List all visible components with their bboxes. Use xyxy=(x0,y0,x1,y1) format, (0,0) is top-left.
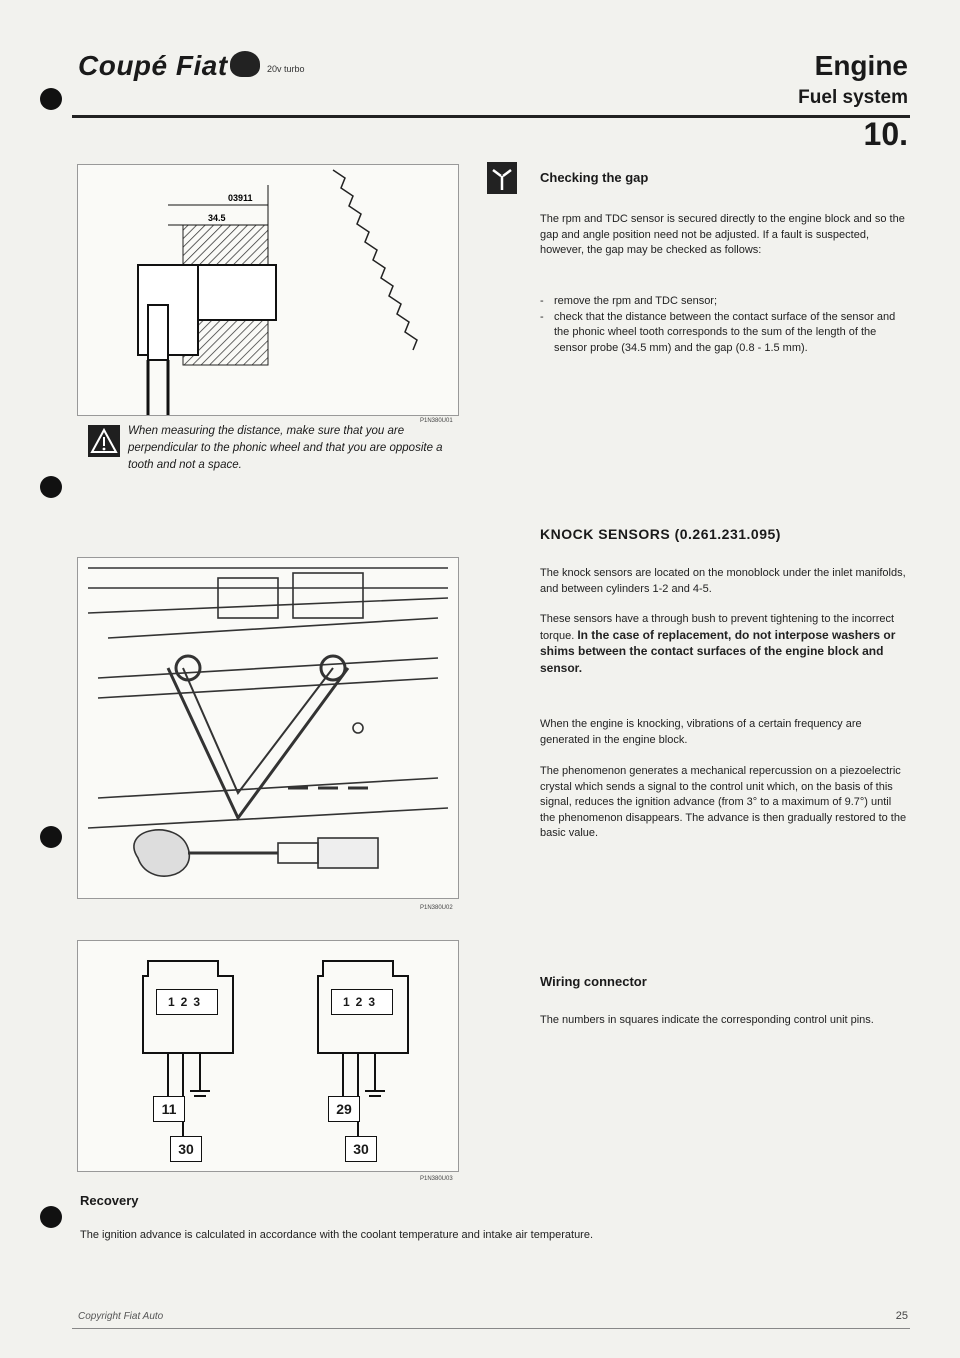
section-title: Engine xyxy=(814,50,908,81)
figure-wiring-connectors xyxy=(77,940,459,1172)
list-item: - check that the distance between the contact surface of the sensor and the phonic wheel tooth corresponds to the sum of the length of the sensor probe (34.5 mm) and the gap (0.8 - 1.5 mm). xyxy=(540,310,908,357)
copyright: Copyright Fiat Auto xyxy=(78,1311,164,1322)
warning-text: In the case of replacement, do not interpose washers or shims between the contact surfaces of the engine block and sensor. xyxy=(540,627,896,675)
step-list xyxy=(540,294,908,356)
footer-rule xyxy=(72,1328,910,1329)
figure-knock-sensor-location xyxy=(77,557,459,899)
heading-knock-sensors: KNOCK SENSORS (0.261.231.095) xyxy=(540,526,781,542)
figure-sensor-gap xyxy=(77,164,459,416)
sensor-gap-diagram xyxy=(78,165,458,415)
wiring-diagram xyxy=(78,941,458,1171)
tools-icon xyxy=(487,162,517,194)
control-unit-pin-box: 30 xyxy=(170,1136,202,1162)
paragraph-text: These sensors have a through bush to prevent tightening to the incorrect torque. xyxy=(540,613,895,642)
fiat-logo-icon xyxy=(230,51,260,77)
heading-checking-gap: Checking the gap xyxy=(540,170,649,185)
dimension-label: 34.5 xyxy=(208,213,226,223)
warning-icon xyxy=(88,425,120,457)
binder-hole xyxy=(40,1206,62,1228)
pin-label: 2 xyxy=(180,995,194,1009)
connector-pins-left xyxy=(156,989,218,1015)
paragraph: The ignition advance is calculated in accordance with the coolant temperature and intake air temperature. xyxy=(80,1229,594,1241)
paragraph: The numbers in squares indicate the corresponding control unit pins. xyxy=(540,1014,874,1026)
paragraph: The phenomenon generates a mechanical repercussion on a piezoelectric crystal which sends a signal to the control unit which, on the basis of this signal, reduces the ignition advance (from 3° to a maximum of 9.7°) until the phenomenon disappears. The advance is then gradually restored to the basic value. xyxy=(540,765,907,839)
section-number: 10. xyxy=(863,116,908,152)
paragraph: When the engine is knocking, vibrations of a certain frequency are generated in the engine block. xyxy=(540,718,862,746)
binder-hole xyxy=(40,88,62,110)
figure-code: P1N380U01 xyxy=(420,418,453,424)
pin-label: 3 xyxy=(368,995,382,1009)
control-unit-pin-box: 11 xyxy=(153,1096,185,1122)
dimension-label: 03911 xyxy=(228,193,253,203)
figure-code: P1N380U02 xyxy=(420,905,453,911)
pin-label: 3 xyxy=(193,995,207,1009)
paragraph: The knock sensors are located on the monoblock under the inlet manifolds, and between cylinders 1-2 and 4-5. xyxy=(540,567,906,595)
list-item: - remove the rpm and TDC sensor; xyxy=(540,294,908,310)
binder-hole xyxy=(40,476,62,498)
heading-recovery: Recovery xyxy=(80,1193,139,1208)
subsection-title: Fuel system xyxy=(798,87,908,108)
header-rule xyxy=(72,115,910,118)
engine-block-diagram xyxy=(78,558,458,898)
binder-hole xyxy=(40,826,62,848)
paragraph: The rpm and TDC sensor is secured directly to the engine block and so the gap and angle position need not be adjusted. If a fault is suspected, however, the gap may be checked as follows: xyxy=(540,213,905,256)
pin-label: 2 xyxy=(355,995,369,1009)
paragraph xyxy=(540,612,908,677)
connector-pins-right xyxy=(331,989,393,1015)
control-unit-pin-box: 29 xyxy=(328,1096,360,1122)
heading-wiring-connector: Wiring connector xyxy=(540,974,647,989)
pin-label: 1 xyxy=(167,995,181,1009)
control-unit-pin-box: 30 xyxy=(345,1136,377,1162)
pin-label: 1 xyxy=(342,995,356,1009)
brand-variant: 20v turbo xyxy=(267,64,305,74)
page-number: 25 xyxy=(895,1310,908,1322)
figure-code: P1N380U03 xyxy=(420,1176,453,1182)
warning-caption: When measuring the distance, make sure that you are perpendicular to the phonic wheel and that you are opposite a tooth and not a space. xyxy=(128,425,443,471)
brand-title: Coupé Fiat xyxy=(78,50,228,81)
